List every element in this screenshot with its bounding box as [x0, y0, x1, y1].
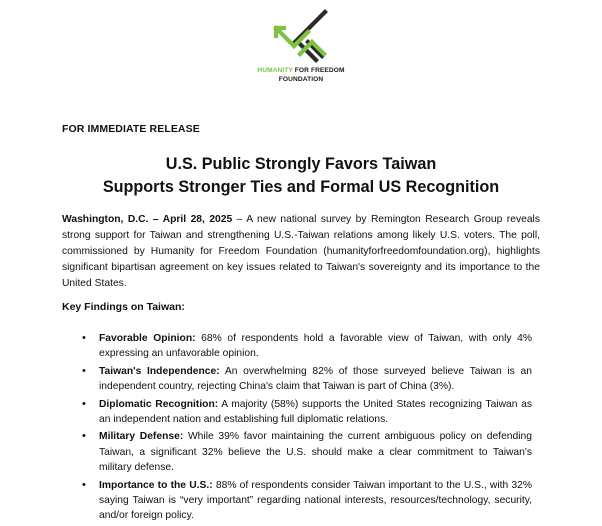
intro-dateline: Washington, D.C. – April 28, 2025	[62, 214, 233, 225]
headline-line1: U.S. Public Strongly Favors Taiwan	[165, 155, 437, 173]
finding-label: Military Defense:	[99, 431, 184, 443]
intro-text: – A new national survey by Remington Research Group reveals strong support for Taiwan and strengthening U.S.-Taiwan relations among likely U.S. voters. The poll, commissioned by Humanity for Freedom Foundation (humanityforfreedomfoundation.org), highlights significant bipartisan agreement on key issues related to Taiwan's sovereignty and its importance to the United States.	[62, 214, 540, 289]
list-item	[78, 478, 532, 524]
org-name-line2: FOUNDATION	[278, 76, 324, 83]
list-item	[78, 331, 532, 362]
findings-list	[78, 331, 532, 526]
finding-text: While 39% favor maintaining the current ambiguous policy on defending Taiwan, a significant 32% believe the U.S. should make a clear commitment to Taiwan's military defense.	[99, 431, 532, 474]
release-label: FOR IMMEDIATE RELEASE	[62, 123, 200, 135]
org-name-line1	[0, 67, 602, 75]
finding-label: Taiwan's Independence:	[99, 365, 220, 377]
list-item	[78, 364, 532, 395]
finding-text: 88% of respondents consider Taiwan important to the U.S., with 32% saying Taiwan is “very important” regarding national interests, resources/technology, security, and/or foreign policy.	[99, 479, 533, 522]
finding-text: A majority (58%) supports the United States recognizing Taiwan as an independent nation and establishing full diplomatic relations.	[99, 398, 533, 426]
findings-title: Key Findings on Taiwan:	[62, 301, 185, 313]
finding-label: Importance to the U.S.:	[99, 479, 213, 491]
arrows-logo-icon	[270, 8, 332, 66]
finding-text: 68% of respondents hold a favorable view of Taiwan, with only 4% expressing an unfavorable opinion.	[99, 333, 533, 360]
org-name-accent: HUMANITY	[257, 67, 293, 74]
list-item	[78, 429, 532, 475]
foundation-logo	[0, 8, 602, 84]
finding-text: An overwhelming 82% of those surveyed believe Taiwan is an independent country, rejecting China's claim that Taiwan is part of China (3%).	[99, 365, 532, 393]
finding-label: Diplomatic Recognition:	[99, 398, 219, 410]
headline-line2: Supports Stronger Ties and Formal US Recognition	[102, 178, 500, 196]
list-item	[78, 397, 532, 428]
intro-paragraph	[62, 212, 540, 292]
org-name-rest: FOR FREEDOM	[292, 67, 345, 74]
finding-label: Favorable Opinion:	[99, 333, 196, 344]
